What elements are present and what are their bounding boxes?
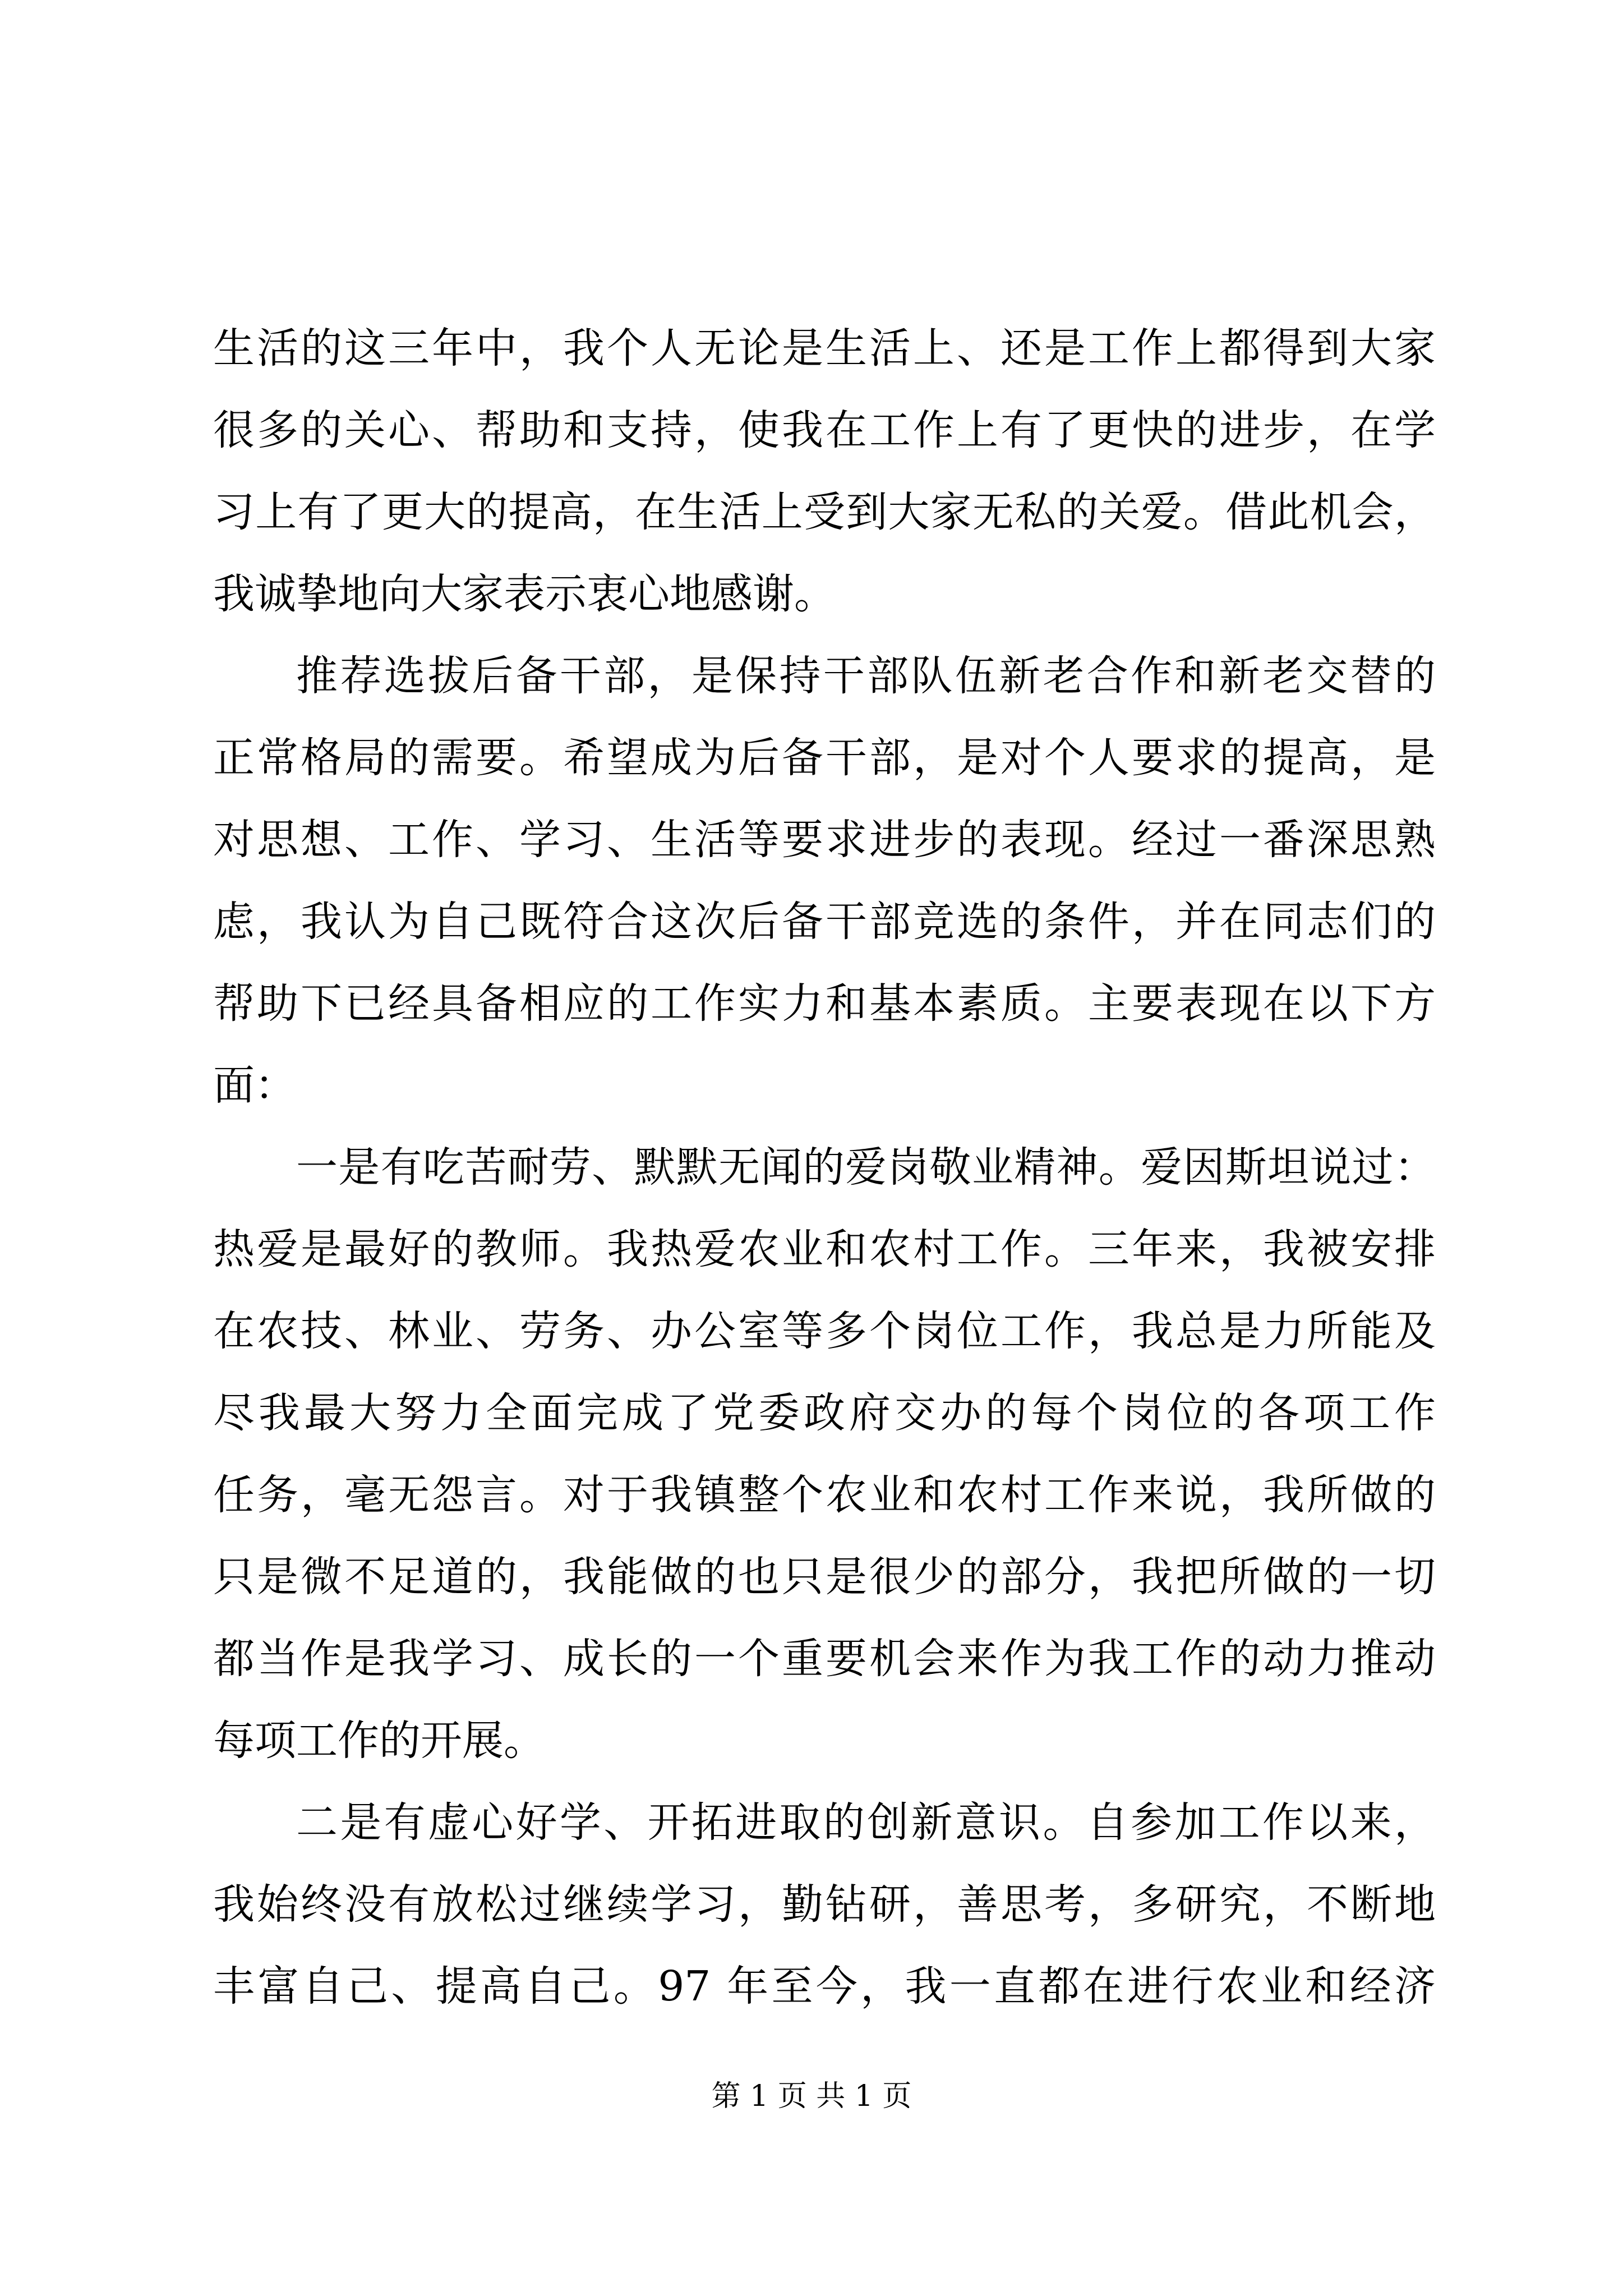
- text-line: 很多的关心、帮助和支持，使我在工作上有了更快的进步，在学: [213, 406, 1436, 454]
- text-line: 尽我最大努力全面完成了党委政府交办的每个岗位的各项工作: [213, 1389, 1436, 1437]
- text-line: 一是有吃苦耐劳、默默无闻的爱岗敬业精神。爱因斯坦说过：: [296, 1143, 1436, 1191]
- text-line: 在农技、林业、劳务、办公室等多个岗位工作，我总是力所能及: [213, 1307, 1436, 1355]
- text-line: 丰富自己、提高自己。97 年至今，我一直都在进行农业和经济: [213, 1962, 1436, 2010]
- text-line: 正常格局的需要。希望成为后备干部，是对个人要求的提高，是: [213, 734, 1436, 782]
- text-line: 都当作是我学习、成长的一个重要机会来作为我工作的动力推动: [213, 1635, 1436, 1683]
- page-footer: 第 1 页 共 1 页: [711, 2079, 912, 2113]
- text-line: 二是有虚心好学、开拓进取的创新意识。自参加工作以来，: [296, 1798, 1436, 1847]
- text-line: 对思想、工作、学习、生活等要求进步的表现。经过一番深思熟: [213, 816, 1436, 864]
- text-line: 生活的这三年中，我个人无论是生活上、还是工作上都得到大家: [213, 324, 1436, 372]
- text-line: 热爱是最好的教师。我热爱农业和农村工作。三年来，我被安排: [213, 1225, 1436, 1273]
- text-line: 任务，毫无怨言。对于我镇整个农业和农村工作来说，我所做的: [213, 1471, 1436, 1519]
- text-line: 我诚挚地向大家表示衷心地感谢。: [213, 570, 836, 618]
- text-line: 帮助下已经具备相应的工作实力和基本素质。主要表现在以下方: [213, 979, 1436, 1028]
- text-line: 只是微不足道的，我能做的也只是很少的部分，我把所做的一切: [213, 1553, 1436, 1601]
- document-body: [213, 307, 1436, 2027]
- text-line: 虑，我认为自己既符合这次后备干部竞选的条件，并在同志们的: [213, 898, 1436, 946]
- text-line: 习上有了更大的提高，在生活上受到大家无私的关爱。借此机会，: [213, 488, 1436, 536]
- text-line: 每项工作的开展。: [213, 1717, 545, 1765]
- text-line: 面：: [213, 1061, 296, 1110]
- text-line: 推荐选拔后备干部，是保持干部队伍新老合作和新老交替的: [296, 652, 1436, 700]
- text-line: 我始终没有放松过继续学习，勤钻研，善思考，多研究，不断地: [213, 1880, 1436, 1929]
